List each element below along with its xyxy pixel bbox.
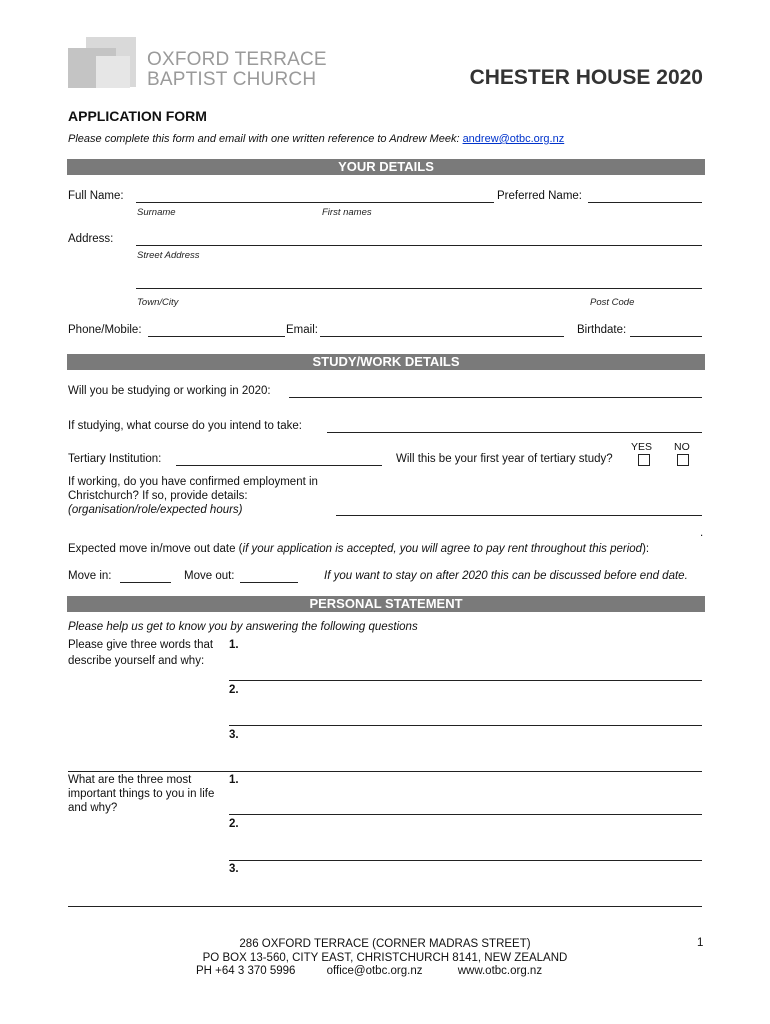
move-out-field[interactable] [240,582,298,583]
footer-address-line2: PO BOX 13-560, CITY EAST, CHRISTCHURCH 8141, NEW ZEALAND [202,952,568,964]
important-things-question-line3: and why? [68,802,118,814]
page-title: CHESTER HOUSE 2020 [469,66,703,89]
section-your-details: YOUR DETAILS [67,159,705,175]
section-study-work: STUDY/WORK DETAILS [67,354,705,370]
no-label: NO [674,441,690,453]
address-label: Address: [68,233,114,245]
email-label: Email: [286,324,318,336]
preferred-name-label: Preferred Name: [497,190,583,202]
stay-note: If you want to stay on after 2020 this can be discussed before end date. [324,570,688,582]
town-hint: Town/City [137,297,179,308]
footer-address-line1: 286 OXFORD TERRACE (CORNER MADRAS STREET) [239,938,531,950]
phone-field[interactable] [148,336,285,337]
form-title: APPLICATION FORM [68,108,207,124]
instruction-text: Please complete this form and email with one written reference to Andrew Meek: [68,133,463,145]
three-words-answer-1[interactable] [229,680,702,681]
logo-text-line2: BAPTIST CHURCH [147,69,317,90]
answer-number-1: 1. [229,639,239,651]
three-words-answer-2[interactable] [229,725,702,726]
logo-square-front [96,56,130,88]
preferred-name-field[interactable] [588,202,702,203]
answer-number-3: 3. [229,863,239,875]
three-words-answer-3[interactable] [68,771,702,772]
personal-intro: Please help us get to know you by answering the following questions [68,621,418,633]
answer-number-2: 2. [229,684,239,696]
important-things-question-line1: What are the three most [68,774,192,786]
birthdate-field[interactable] [630,336,702,337]
answer-number-2: 2. [229,818,239,830]
stray-mark: . [700,527,704,539]
move-question-text: Expected move in/move out date ( [68,543,243,555]
email-field[interactable] [320,336,564,337]
studying-working-field[interactable] [289,397,702,398]
important-things-answer-2[interactable] [229,860,702,861]
studying-working-question: Will you be studying or working in 2020: [68,385,271,397]
first-year-yes-checkbox[interactable] [638,454,650,466]
employment-question-line2: Christchurch? If so, provide details: [68,490,248,502]
move-in-label: Move in: [68,570,112,582]
course-question: If studying, what course do you intend to take: [68,420,302,432]
phone-label: Phone/Mobile: [68,324,142,336]
logo-text-line1: OXFORD TERRACE [147,49,327,70]
footer-contact-line [196,965,542,977]
first-names-hint: First names [322,207,372,218]
first-year-no-checkbox[interactable] [677,454,689,466]
move-question-note: if your application is accepted, you will agree to pay rent throughout this period [242,543,643,555]
answer-number-3: 3. [229,729,239,741]
move-question-end: ): [642,543,650,555]
page-number: 1 [697,937,704,949]
move-question [68,543,649,555]
important-things-answer-3[interactable] [68,906,702,907]
email-link[interactable]: andrew@otbc.org.nz [462,133,565,145]
street-address-field[interactable] [136,245,702,246]
yes-label: YES [631,441,653,453]
intro-instruction [68,133,564,145]
footer-email[interactable]: office@otbc.org.nz [326,965,423,977]
employment-field[interactable] [336,515,702,516]
employment-question-line3: (organisation/role/expected hours) [68,504,243,516]
postcode-hint: Post Code [590,297,635,308]
section-personal-statement: PERSONAL STATEMENT [67,596,705,612]
institution-label: Tertiary Institution: [68,453,162,465]
surname-hint: Surname [137,207,176,218]
move-in-field[interactable] [120,582,171,583]
full-name-field[interactable] [136,202,494,203]
full-name-label: Full Name: [68,190,124,202]
answer-number-1: 1. [229,774,239,786]
important-things-answer-1[interactable] [229,814,702,815]
street-hint: Street Address [137,250,200,261]
birthdate-label: Birthdate: [577,324,627,336]
town-postcode-field[interactable] [136,288,702,289]
move-out-label: Move out: [184,570,235,582]
three-words-question-line1: Please give three words that [68,639,214,651]
institution-field[interactable] [176,465,382,466]
footer-web[interactable]: www.otbc.org.nz [457,965,543,977]
first-year-question: Will this be your first year of tertiary study? [396,453,613,465]
three-words-question-line2: describe yourself and why: [68,655,205,667]
employment-question-line1: If working, do you have confirmed employment in [68,476,318,488]
important-things-question-line2: important things to you in life [68,788,215,800]
footer-phone: PH +64 3 370 5996 [196,965,296,977]
course-field[interactable] [327,432,702,433]
